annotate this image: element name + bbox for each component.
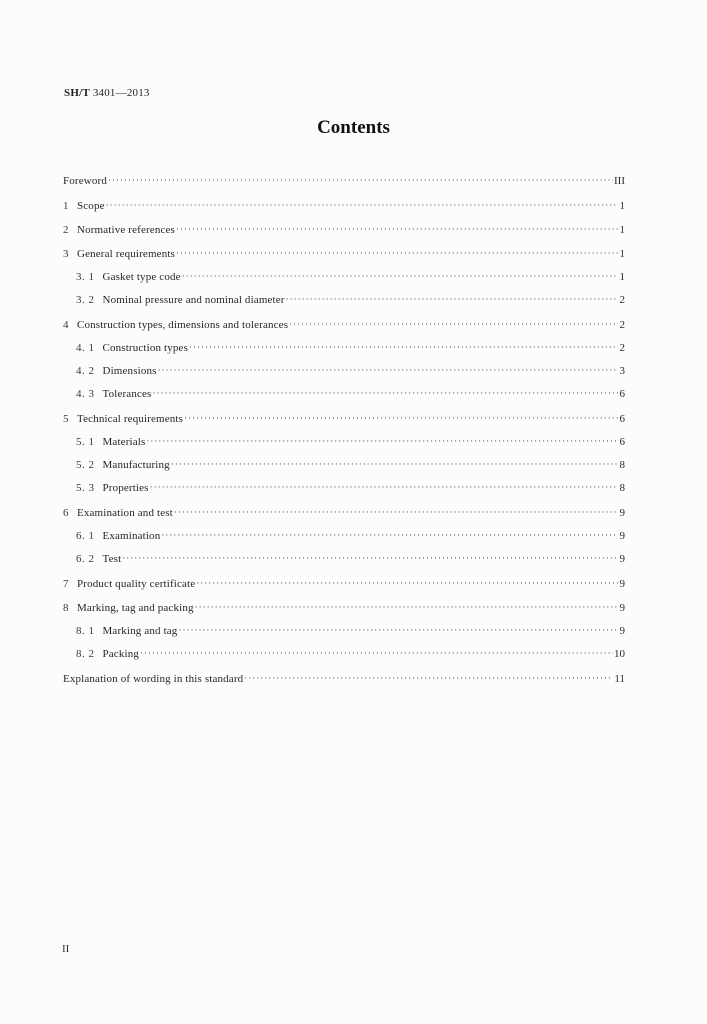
toc-entry-page-number: 2: [619, 319, 625, 331]
toc-entry: [63, 173, 625, 189]
dot-leader: [189, 339, 618, 355]
toc-entry: [63, 600, 625, 616]
toc-entry: [63, 505, 625, 521]
toc-entry-title: Technical requirements: [77, 413, 184, 425]
dot-leader: [146, 433, 618, 449]
toc-entry: [63, 480, 625, 496]
dot-leader: [106, 197, 618, 213]
toc-entry-title: Properties: [102, 482, 149, 494]
toc-entry-number: 4. 3: [76, 388, 95, 400]
toc-entry-number: 5. 1: [76, 436, 95, 448]
toc-entry-page-number: 6: [619, 388, 625, 400]
dot-leader: [182, 268, 618, 284]
toc-entry-number: 5: [63, 413, 69, 425]
toc-entry-number: 6: [63, 507, 69, 519]
toc-entry-page-number: 2: [619, 342, 625, 354]
toc-entry-page-number: 1: [619, 271, 625, 283]
toc-entry-number: 8. 2: [76, 648, 95, 660]
toc-entry: [63, 386, 625, 402]
toc-entry-number: 8. 1: [76, 625, 95, 637]
dot-leader: [150, 479, 618, 495]
toc-entry: [63, 623, 625, 639]
toc-entry-title: Dimensions: [102, 365, 157, 377]
toc-entry-page-number: 2: [619, 294, 625, 306]
toc-entry-page-number: 9: [619, 602, 625, 614]
toc-entry: [63, 317, 625, 333]
dot-leader: [174, 504, 618, 520]
toc-entry-page-number: 3: [619, 365, 625, 377]
dot-leader: [184, 410, 618, 426]
toc-entry-number: 5. 3: [76, 482, 95, 494]
dot-leader: [171, 456, 618, 472]
toc-entry-title: Marking and tag: [102, 625, 178, 637]
dot-leader: [244, 670, 613, 686]
toc-entry-title: Examination and test: [77, 507, 173, 519]
toc-entry: [63, 198, 625, 214]
dot-leader: [176, 221, 618, 237]
dot-leader: [196, 575, 618, 591]
toc-entry: [63, 340, 625, 356]
toc-entry-title: Construction types, dimensions and tolerances: [77, 319, 289, 331]
dot-leader: [161, 527, 618, 543]
toc-entry-title: Packing: [102, 648, 139, 660]
table-of-contents: [63, 173, 625, 687]
toc-entry: [63, 269, 625, 285]
toc-entry-number: 8: [63, 602, 69, 614]
toc-entry: [63, 576, 625, 592]
toc-entry-page-number: 6: [619, 436, 625, 448]
toc-entry-page-number: 9: [619, 578, 625, 590]
toc-entry-title: Nominal pressure and nominal diameter: [102, 294, 285, 306]
dot-leader: [122, 550, 618, 566]
toc-entry-page-number: 9: [619, 530, 625, 542]
toc-entry-number: 1: [63, 200, 69, 212]
toc-entry-page-number: 9: [619, 553, 625, 565]
toc-entry-title: Construction types: [102, 342, 189, 354]
toc-entry-number: 4. 2: [76, 365, 95, 377]
toc-entry-page-number: 11: [614, 673, 625, 685]
toc-entry: [63, 222, 625, 238]
footer-page-number: II: [62, 943, 70, 955]
toc-entry-number: 3. 1: [76, 271, 95, 283]
dot-leader: [158, 362, 618, 378]
dot-leader: [286, 291, 618, 307]
toc-entry-number: 6. 2: [76, 553, 95, 565]
standard-code-number: 3401—2013: [92, 87, 150, 99]
toc-entry-number: 4: [63, 319, 69, 331]
toc-entry-title: Gasket type code: [102, 271, 181, 283]
page-title: Contents: [317, 117, 390, 138]
toc-entry-page-number: 6: [619, 413, 625, 425]
dot-leader: [152, 385, 618, 401]
dot-leader: [176, 245, 618, 261]
standard-code: [64, 87, 150, 99]
toc-entry-page-number: 1: [619, 224, 625, 236]
toc-entry-title: Foreword: [63, 175, 107, 187]
toc-entry: [63, 457, 625, 473]
toc-entry-page-number: 9: [619, 507, 625, 519]
dot-leader: [195, 599, 618, 615]
toc-entry-title: Marking, tag and packing: [77, 602, 194, 614]
toc-entry-title: Manufacturing: [102, 459, 170, 471]
toc-entry-title: Product quality certificate: [77, 578, 196, 590]
toc-entry: [63, 292, 625, 308]
dot-leader: [108, 172, 613, 188]
toc-entry: [63, 528, 625, 544]
toc-entry: [63, 646, 625, 662]
toc-entry-page-number: 10: [614, 648, 625, 660]
dot-leader: [289, 316, 618, 332]
toc-entry-number: 5. 2: [76, 459, 95, 471]
toc-entry-title: Tolerances: [102, 388, 152, 400]
toc-entry-page-number: III: [614, 175, 625, 187]
dot-leader: [178, 622, 618, 638]
standard-code-prefix: SH/T: [64, 87, 90, 99]
toc-entry-title: Scope: [77, 200, 105, 212]
toc-entry-page-number: 8: [619, 482, 625, 494]
toc-entry-number: 4. 1: [76, 342, 95, 354]
toc-entry: [63, 434, 625, 450]
toc-entry-number: 3: [63, 248, 69, 260]
toc-entry: [63, 671, 625, 687]
toc-entry: [63, 246, 625, 262]
toc-entry: [63, 411, 625, 427]
toc-entry-page-number: 8: [619, 459, 625, 471]
toc-entry-title: Test: [102, 553, 122, 565]
toc-entry: [63, 551, 625, 567]
toc-entry-title: Normative references: [77, 224, 175, 236]
toc-entry-page-number: 1: [619, 248, 625, 260]
toc-entry-title: Examination: [102, 530, 161, 542]
toc-entry-number: 7: [63, 578, 69, 590]
toc-entry-number: 3. 2: [76, 294, 95, 306]
toc-entry-page-number: 1: [619, 200, 625, 212]
toc-entry-number: 2: [63, 224, 69, 236]
toc-entry-page-number: 9: [619, 625, 625, 637]
toc-entry-title: Explanation of wording in this standard: [63, 673, 244, 685]
toc-entry-title: General requirements: [77, 248, 175, 260]
toc-entry-number: 6. 1: [76, 530, 95, 542]
toc-entry-title: Materials: [102, 436, 146, 448]
dot-leader: [140, 645, 613, 661]
toc-entry: [63, 363, 625, 379]
